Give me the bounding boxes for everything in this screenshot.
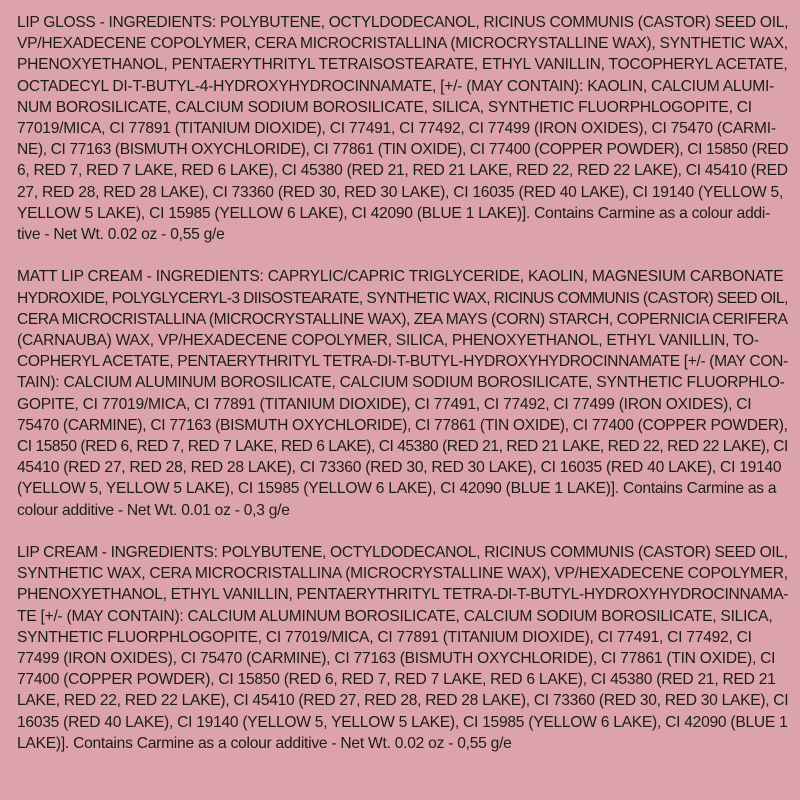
text-line: 77019/MICA, CI 77891 (TITANIUM DIOXIDE), CI 77491, CI 77492, CI 77499 (IRON OXIDES), CI 75470 (CARMI- bbox=[17, 120, 776, 138]
text-line: LIP GLOSS - INGREDIENTS: POLYBUTENE, OCTYLDODECANOL, RICINUS COMMUNIS (CASTOR) SEED OIL, bbox=[17, 14, 789, 31]
text-line: YELLOW 5 LAKE), CI 15985 (YELLOW 6 LAKE), CI 42090 (BLUE 1 LAKE)]. Contains Carmine as a colour addi- bbox=[17, 204, 771, 222]
lip-gloss-ingredients bbox=[17, 12, 788, 245]
text-line: SYNTHETIC WAX, CERA MICROCRISTALLINA (MICROCRYSTALLINE WAX), VP/HEXADECENE COPOLYMER, bbox=[17, 565, 788, 583]
text-line: NUM BOROSILICATE, CALCIUM SODIUM BOROSILICATE, SILICA, SYNTHETIC FLUORPHLOGOPITE, CI bbox=[17, 98, 752, 116]
text-line: GOPITE, CI 77019/MICA, CI 77891 (TITANIUM DIOXIDE), CI 77491, CI 77492, CI 77499 (IRON OXIDES), CI bbox=[17, 395, 752, 413]
text-line: TE [+/- (MAY CONTAIN): CALCIUM ALUMINUM BOROSILICATE, CALCIUM SODIUM BOROSILICATE, SILICA, bbox=[17, 607, 773, 625]
text-line: HYDROXIDE, POLYGLYCERYL-3 DIISOSTEARATE, SYNTHETIC WAX, RICINUS COMMUNIS (CASTOR) SEED OIL, bbox=[17, 289, 788, 307]
text-line: TAIN): CALCIUM ALUMINUM BOROSILICATE, CALCIUM SODIUM BOROSILICATE, SYNTHETIC FLUORPHLO- bbox=[17, 374, 785, 392]
text-line: 6, RED 7, RED 7 LAKE, RED 6 LAKE), CI 45380 (RED 21, RED 21 LAKE, RED 22, RED 22 LAKE), CI 45410 (RED bbox=[17, 162, 788, 180]
text-line: (YELLOW 5, YELLOW 5 LAKE), CI 15985 (YELLOW 6 LAKE), CI 42090 (BLUE 1 LAKE)]. Contains Carmine as a bbox=[17, 480, 777, 498]
text-line: PHENOXYETHANOL, ETHYL VANILLIN, PENTAERYTHRITYL TETRA-DI-T-BUTYL-HYDROXYHYDROCINNAMA- bbox=[17, 586, 789, 604]
text-line: 77499 (IRON OXIDES), CI 75470 (CARMINE), CI 77163 (BISMUTH OXYCHLORIDE), CI 77861 (TIN OXIDE), CI bbox=[17, 650, 776, 668]
text-line: PHENOXYETHANOL, PENTAERYTHRITYL TETRAISOSTEARATE, ETHYL VANILLIN, TOCOPHERYL ACETATE, bbox=[17, 56, 788, 74]
text-line: CERA MICROCRISTALLINA (MICROCRYSTALLINE WAX), ZEA MAYS (CORN) STARCH, COPERNICIA CERIFERA bbox=[17, 310, 788, 328]
text-line: 77400 (COPPER POWDER), CI 15850 (RED 6, RED 7, RED 7 LAKE, RED 6 LAKE), CI 45380 (RED 21, RED 21 bbox=[17, 671, 776, 689]
text-line: colour additive - Net Wt. 0.01 oz - 0,3 g/e bbox=[17, 501, 290, 519]
text-line: NE), CI 77163 (BISMUTH OXYCHLORIDE), CI 77861 (TIN OXIDE), CI 77400 (COPPER POWDER), CI 15850 (RED bbox=[17, 141, 789, 159]
text-line: MATT LIP CREAM - INGREDIENTS: CAPRYLIC/CAPRIC TRIGLYCERIDE, KAOLIN, MAGNESIUM CARBONATE bbox=[17, 268, 784, 286]
text-line: 16035 (RED 40 LAKE), CI 19140 (YELLOW 5, YELLOW 5 LAKE), CI 15985 (YELLOW 6 LAKE), CI 42090 (BLUE 1 bbox=[17, 713, 788, 731]
text-line: SYNTHETIC FLUORPHLOGOPITE, CI 77019/MICA, CI 77891 (TITANIUM DIOXIDE), CI 77491, CI 77492, CI bbox=[17, 628, 752, 646]
text-line: OCTADECYL DI-T-BUTYL-4-HYDROXYHYDROCINNAMATE, [+/- (MAY CONTAIN): KAOLIN, CALCIUM ALUMI- bbox=[17, 77, 775, 95]
text-line: COPHERYL ACETATE, PENTAERYTHRITYL TETRA-DI-T-BUTYL-HYDROXYHYDROCINNAMATE [+/- (MAY CON- bbox=[17, 353, 788, 371]
matt-lip-cream-ingredients bbox=[17, 266, 788, 520]
text-line: (CARNAUBA) WAX, VP/HEXADECENE COPOLYMER, SILICA, PHENOXYETHANOL, ETHYL VANILLIN, TO- bbox=[17, 332, 759, 350]
text-line: VP/HEXADECENE COPOLYMER, CERA MICROCRISTALLINA (MICROCRYSTALLINE WAX), SYNTHETIC WAX, bbox=[17, 35, 788, 53]
lip-cream-ingredients bbox=[17, 542, 788, 754]
text-line: 45410 (RED 27, RED 28, RED 28 LAKE), CI 73360 (RED 30, RED 30 LAKE), CI 16035 (RED 40 LAKE), CI 19140 bbox=[17, 459, 782, 477]
text-line: LAKE)]. Contains Carmine as a colour additive - Net Wt. 0.02 oz - 0,55 g/e bbox=[17, 734, 512, 752]
text-line: 27, RED 28, RED 28 LAKE), CI 73360 (RED 30, RED 30 LAKE), CI 16035 (RED 40 LAKE), CI 19140 (YELLOW 5, bbox=[17, 183, 784, 201]
text-line: LAKE, RED 22, RED 22 LAKE), CI 45410 (RED 27, RED 28, RED 28 LAKE), CI 73360 (RED 30, RED 30 LAKE), CI bbox=[17, 692, 789, 710]
text-line: 75470 (CARMINE), CI 77163 (BISMUTH OXYCHLORIDE), CI 77861 (TIN OXIDE), CI 77400 (COPPER POWDER), bbox=[17, 416, 788, 434]
text-line: LIP CREAM - INGREDIENTS: POLYBUTENE, OCTYLDODECANOL, RICINUS COMMUNIS (CASTOR) SEED OIL, bbox=[17, 544, 788, 562]
text-line: tive - Net Wt. 0.02 oz - 0,55 g/e bbox=[17, 226, 225, 244]
text-line: CI 15850 (RED 6, RED 7, RED 7 LAKE, RED 6 LAKE), CI 45380 (RED 21, RED 21 LAKE, RED 22, RED 22 LAKE), CI bbox=[17, 438, 788, 456]
